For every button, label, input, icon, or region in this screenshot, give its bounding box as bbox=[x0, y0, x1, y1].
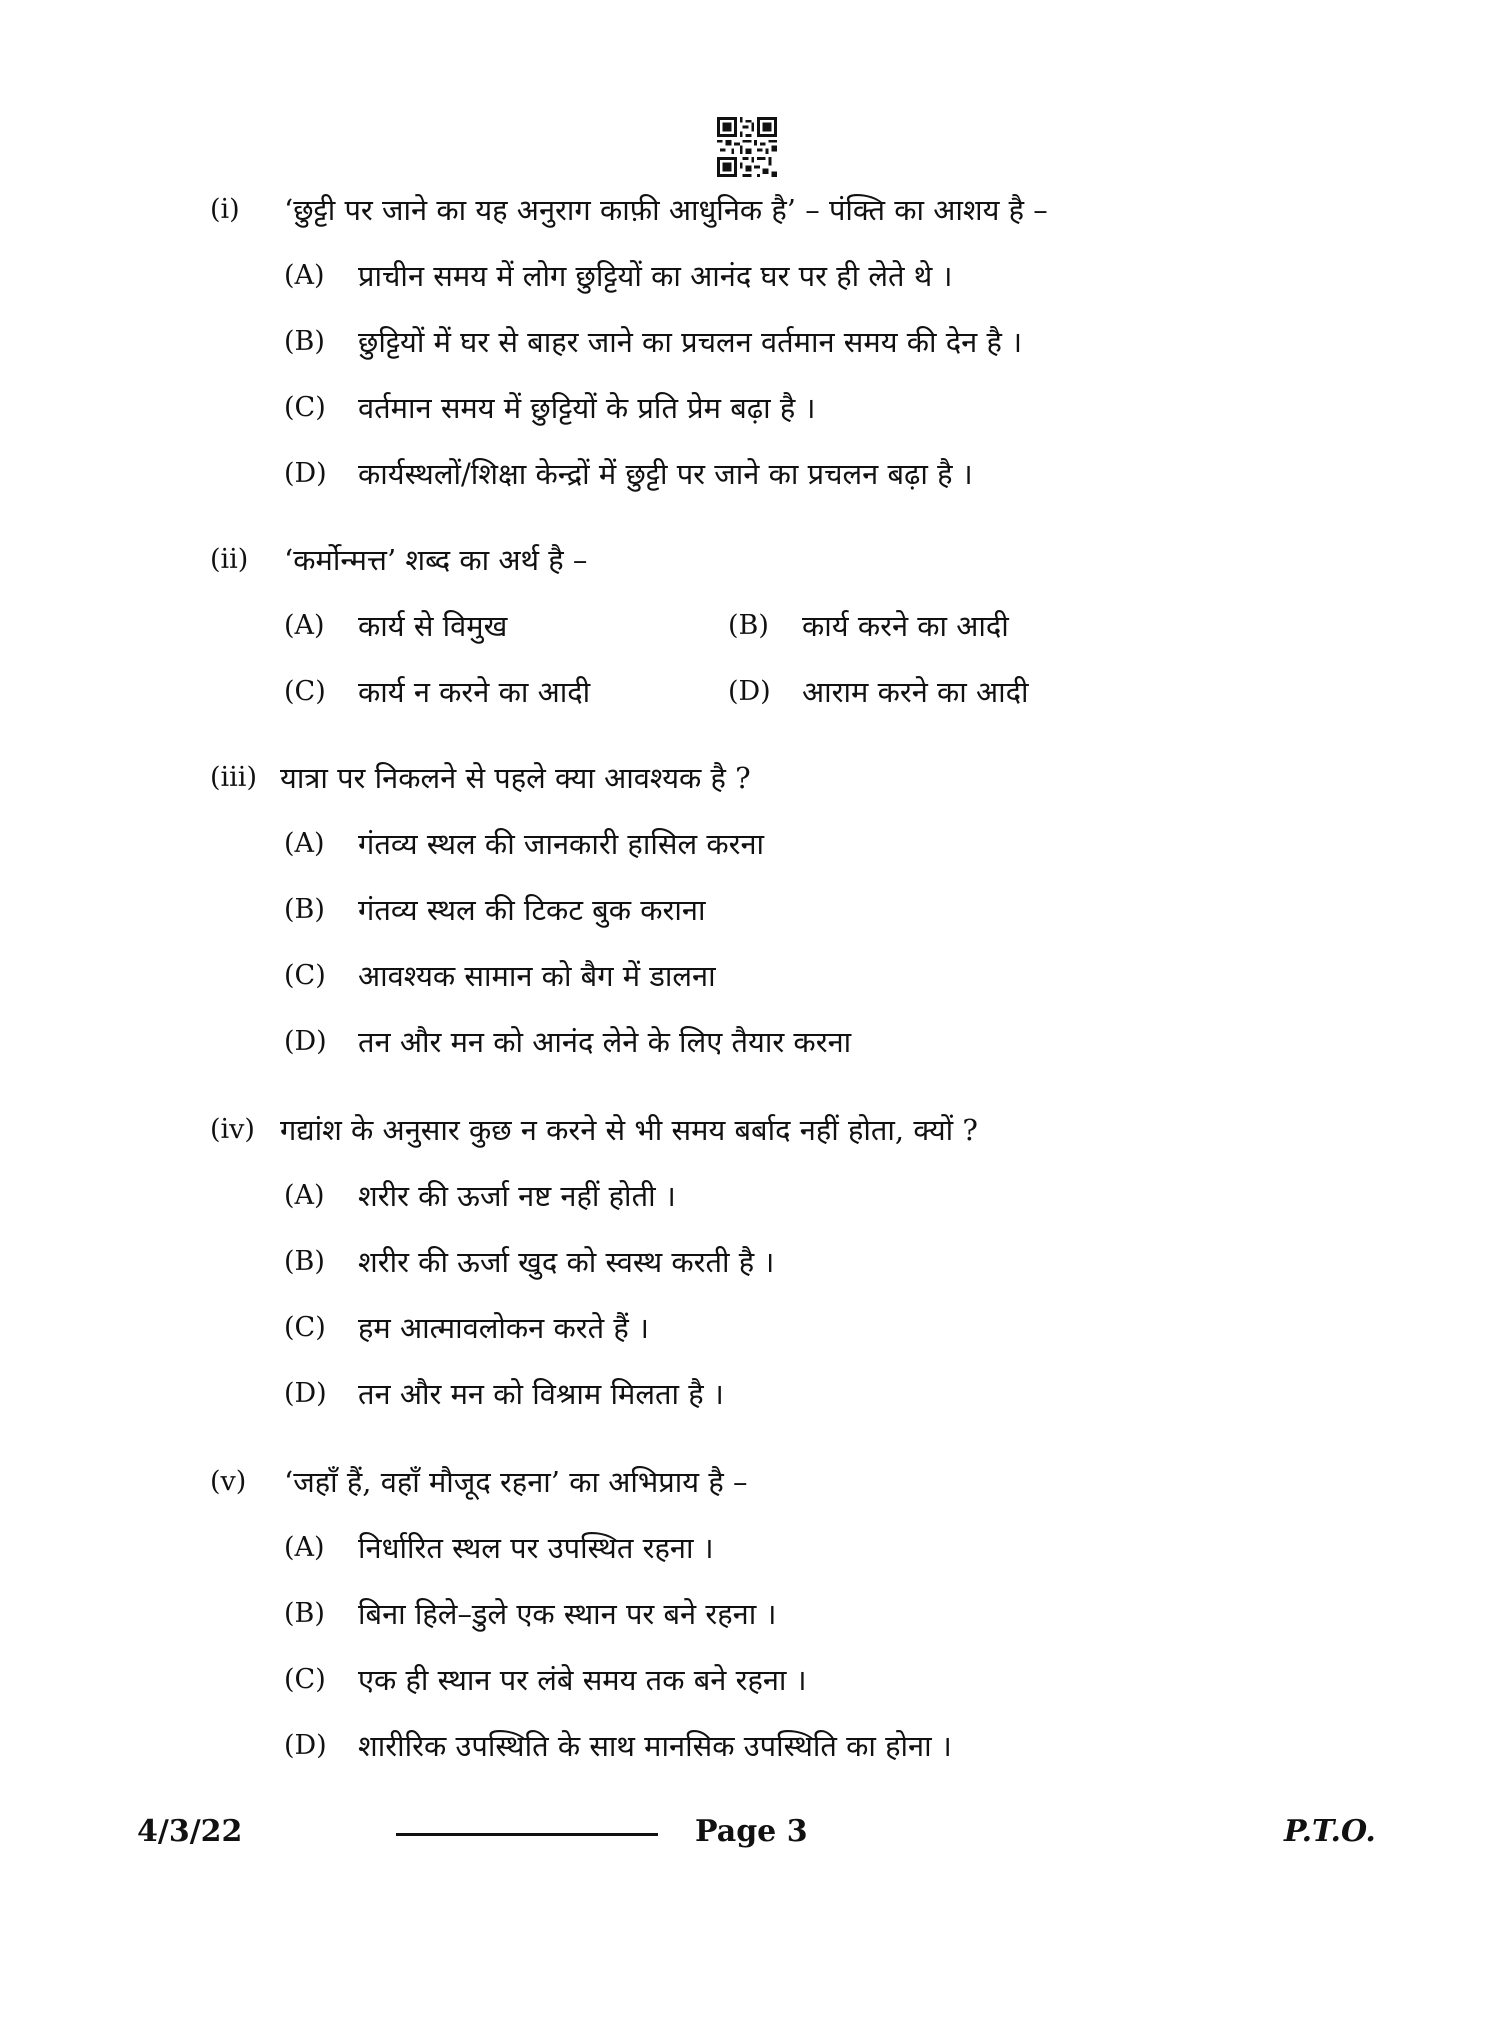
pto-label: P.T.O. bbox=[1284, 1814, 1376, 1849]
option-text: गंतव्य स्थल की जानकारी हासिल करना bbox=[358, 827, 765, 861]
option-label: (D) bbox=[284, 1730, 327, 1761]
option-label: (C) bbox=[284, 1312, 326, 1343]
option-text: वर्तमान समय में छुट्टियों के प्रति प्रेम बढ़ा है । bbox=[358, 391, 816, 425]
question-number: (v) bbox=[210, 1466, 247, 1497]
question-3 bbox=[210, 754, 1360, 1084]
option-text: तन और मन को आनंद लेने के लिए तैयार करना bbox=[358, 1025, 852, 1059]
option-label: (A) bbox=[284, 260, 325, 291]
option-label: (A) bbox=[284, 828, 325, 859]
options-list bbox=[210, 252, 1360, 516]
option-text: एक ही स्थान पर लंबे समय तक बने रहना । bbox=[358, 1663, 807, 1697]
option-text: प्राचीन समय में लोग छुट्टियों का आनंद घर पर ही लेते थे । bbox=[358, 259, 953, 293]
option-label: (D) bbox=[728, 676, 771, 707]
question-text: यात्रा पर निकलने से पहले क्या आवश्यक है ? bbox=[280, 761, 751, 795]
options-list bbox=[210, 602, 1360, 734]
question-text: ‘जहाँ हैं, वहाँ मौजूद रहना’ का अभिप्राय है – bbox=[284, 1465, 748, 1499]
option-label: (B) bbox=[284, 1598, 325, 1629]
question-number: (i) bbox=[210, 194, 240, 225]
option-label: (C) bbox=[284, 960, 326, 991]
option-text: शारीरिक उपस्थिति के साथ मानसिक उपस्थिति का होना । bbox=[358, 1729, 952, 1763]
option-text: कार्य से विमुख bbox=[358, 609, 508, 643]
question-text: गद्यांश के अनुसार कुछ न करने से भी समय बर्बाद नहीं होता, क्यों ? bbox=[280, 1113, 978, 1147]
question-number: (ii) bbox=[210, 544, 249, 575]
question-5 bbox=[210, 1458, 1360, 1788]
option-text: निर्धारित स्थल पर उपस्थित रहना । bbox=[358, 1531, 714, 1565]
question-stem bbox=[210, 754, 1360, 802]
paper-code: 4/3/22 bbox=[137, 1814, 243, 1849]
option-text: आराम करने का आदी bbox=[802, 675, 1029, 709]
page-number: Page 3 bbox=[695, 1814, 808, 1849]
option-text: आवश्यक सामान को बैग में डालना bbox=[358, 959, 716, 993]
option-text: तन और मन को विश्राम मिलता है । bbox=[358, 1377, 724, 1411]
options-list bbox=[210, 1524, 1360, 1788]
question-stem bbox=[210, 186, 1360, 234]
option-label: (C) bbox=[284, 676, 326, 707]
option-text: गंतव्य स्थल की टिकट बुक कराना bbox=[358, 893, 706, 927]
option-label: (D) bbox=[284, 1378, 327, 1409]
page-footer bbox=[0, 1808, 1505, 1856]
question-text: ‘कर्मोन्मत्त’ शब्द का अर्थ है – bbox=[284, 543, 588, 577]
option-label: (C) bbox=[284, 392, 326, 423]
option-label: (A) bbox=[284, 1532, 325, 1563]
option-label: (B) bbox=[728, 610, 769, 641]
qr-code-icon bbox=[717, 117, 777, 177]
option-label: (B) bbox=[284, 326, 325, 357]
question-4 bbox=[210, 1106, 1360, 1436]
question-stem bbox=[210, 1106, 1360, 1154]
option-text: छुट्टियों में घर से बाहर जाने का प्रचलन वर्तमान समय की देन है । bbox=[358, 325, 1023, 359]
option-label: (B) bbox=[284, 1246, 325, 1277]
option-text: कार्य न करने का आदी bbox=[358, 675, 591, 709]
option-text: हम आत्मावलोकन करते हैं । bbox=[358, 1311, 649, 1345]
options-list bbox=[210, 820, 1360, 1084]
option-text: कार्यस्थलों/शिक्षा केन्द्रों में छुट्टी पर जाने का प्रचलन बढ़ा है । bbox=[358, 457, 973, 491]
question-number: (iii) bbox=[210, 762, 257, 793]
question-stem bbox=[210, 536, 1360, 584]
option-text: शरीर की ऊर्जा नष्ट नहीं होती । bbox=[358, 1179, 676, 1213]
option-label: (A) bbox=[284, 1180, 325, 1211]
question-stem bbox=[210, 1458, 1360, 1506]
option-label: (B) bbox=[284, 894, 325, 925]
option-text: शरीर की ऊर्जा खुद को स्वस्थ करती है । bbox=[358, 1245, 775, 1279]
question-text: ‘छुट्टी पर जाने का यह अनुराग काफ़ी आधुनिक है’ – पंक्ति का आशय है – bbox=[284, 193, 1048, 227]
option-text: कार्य करने का आदी bbox=[802, 609, 1009, 643]
option-label: (C) bbox=[284, 1664, 326, 1695]
option-label: (A) bbox=[284, 610, 325, 641]
question-2 bbox=[210, 536, 1360, 734]
options-list bbox=[210, 1172, 1360, 1436]
question-1 bbox=[210, 186, 1360, 516]
option-label: (D) bbox=[284, 1026, 327, 1057]
option-label: (D) bbox=[284, 458, 327, 489]
option-text: बिना हिले–डुले एक स्थान पर बने रहना । bbox=[358, 1597, 777, 1631]
question-number: (iv) bbox=[210, 1114, 255, 1145]
footer-divider bbox=[396, 1833, 658, 1836]
